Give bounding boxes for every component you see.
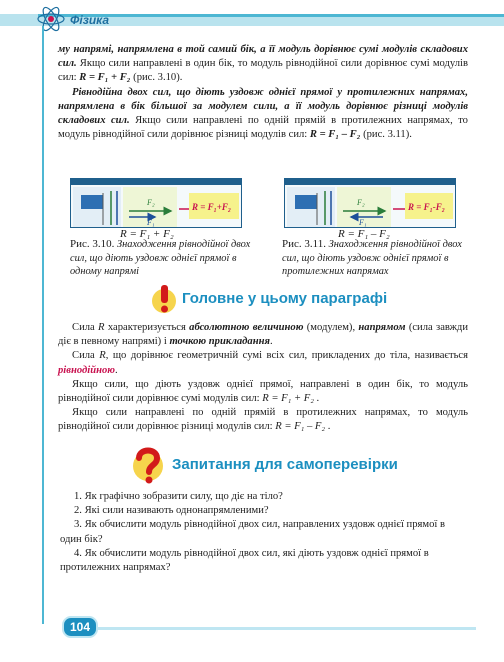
vector-symbol: R	[99, 350, 106, 362]
text: .	[269, 336, 273, 348]
summary-block	[58, 321, 468, 435]
term: напрямом	[358, 322, 406, 333]
caption-text: Знаходження рівнодійної двох сил, що діють уздовж однієї прямої в одному напрямі	[70, 239, 251, 277]
questions-list	[60, 490, 468, 575]
text: .	[325, 421, 331, 433]
figure-number: Рис. 3.10.	[70, 238, 115, 250]
label-f2: F₂	[147, 198, 155, 207]
label-r: R = F₁-F₂	[408, 202, 445, 212]
body-text: Якщо сили направлені в один бік, то модуль рівнодійної сили дорівнює сумі модулів сил:	[58, 58, 468, 84]
question-mark-icon	[130, 444, 166, 484]
summary-paragraph-4	[58, 406, 468, 434]
term: точкою прикладання	[169, 336, 270, 348]
figure-3-11-formula: R = F₁ – F₂	[338, 228, 390, 240]
body-text: Якщо сили направлені по одній прямій в протилежних напрямах, то модуль рівнодійної сили дорівнює різниці модулів сил:	[58, 115, 468, 141]
summary-paragraph-3	[58, 378, 468, 406]
body-top	[58, 43, 468, 142]
figure-3-10-caption	[70, 238, 260, 279]
question-item: 4. Як обчислити модуль рівнодійної двох сил, які діють уздовж однієї прямої в протилежних напрямах?	[60, 547, 429, 574]
formula: R = F₁ + F₂	[79, 72, 131, 84]
text: (сила завжди діє в певному напрямі) і	[58, 322, 468, 348]
forces-opposite-direction-diagram	[285, 179, 455, 227]
footer-band	[96, 627, 476, 630]
text: (модулем),	[303, 322, 359, 333]
text: .	[115, 364, 118, 376]
figure-ref: (рис. 3.11).	[360, 129, 412, 141]
figure-ref: (рис. 3.10).	[130, 72, 183, 84]
term: абсолютною величиною	[189, 322, 304, 333]
question-item: 2. Які сили називають однонапрямленими?	[74, 505, 269, 517]
summary-heading: Головне у цьому параграфі	[182, 290, 388, 307]
figure-3-11-caption	[282, 238, 472, 279]
summary-paragraph-1	[58, 321, 468, 349]
figure-number: Рис. 3.11.	[282, 238, 326, 250]
term-resultant: рівнодійною	[58, 364, 116, 376]
formula: R = F₁ – F₂	[275, 421, 326, 433]
figure-3-10	[70, 178, 242, 228]
text: Якщо сили направлені по одній прямій в протилежних напрямах, то модуль рівнодійної сили дорівнює різниці модулів сил:	[58, 407, 468, 433]
atom-logo-icon	[36, 4, 66, 34]
formula: R = F₁ + F₂	[262, 393, 314, 405]
exclamation-icon	[150, 283, 178, 315]
paragraph-same-direction	[58, 43, 468, 86]
cart-block	[81, 195, 103, 209]
margin-rule	[42, 26, 44, 624]
label-f2: F₂	[357, 198, 365, 207]
vector-symbol: R	[98, 322, 105, 333]
figure-3-11	[284, 178, 456, 228]
question-item: 3. Як обчислити модуль рівнодійної двох сил, направлених уздовж однієї прямої в один бік?	[60, 519, 445, 545]
label-r: R = F₁+F₂	[192, 202, 232, 212]
subject-title: Фізика	[70, 13, 110, 27]
questions-heading: Запитання для самоперевірки	[172, 456, 398, 473]
page-number: 104	[62, 616, 98, 638]
label-f1: F₁	[359, 218, 367, 227]
text: характеризується	[104, 322, 190, 333]
text: .	[313, 393, 320, 405]
definition-text: му напрямі, напрямлена в той самий бік, а її модуль дорівнює сумі модулів складових сил.	[58, 44, 468, 70]
forces-same-direction-diagram	[71, 179, 241, 227]
text: Сила	[72, 350, 100, 362]
text: Якщо сили, що діють уздовж однієї прямої, направлені в один бік, то модуль рівнодійної сили дорівнює сумі модулів сил:	[58, 378, 468, 405]
text: , що дорівнює геометричній сумі всіх сил, прикладених до тіла, називається	[105, 350, 468, 362]
definition-text: Рівнодійна двох сил, що діють уздовж однієї прямої у протилежних напрямах, напрямлена в бік більшої за модулем сили, а її модуль дорівнює різниці модулів складових сил.	[58, 86, 468, 127]
question-item: 1. Як графічно зобразити силу, що діє на тіло?	[74, 491, 283, 502]
formula: R = F₁ – F₂	[309, 129, 361, 141]
summary-paragraph-2	[58, 349, 468, 377]
paragraph-opposite-direction	[58, 86, 468, 143]
figure-3-10-formula: R = F₁ + F₂	[120, 228, 174, 240]
label-f1: F₁	[147, 218, 155, 227]
cart-block	[295, 195, 317, 209]
caption-text: Знаходження рівнодійної двох сил, що діють уздовж однієї прямої в протилежних напрямах	[282, 239, 462, 277]
text: Сила	[72, 322, 99, 333]
